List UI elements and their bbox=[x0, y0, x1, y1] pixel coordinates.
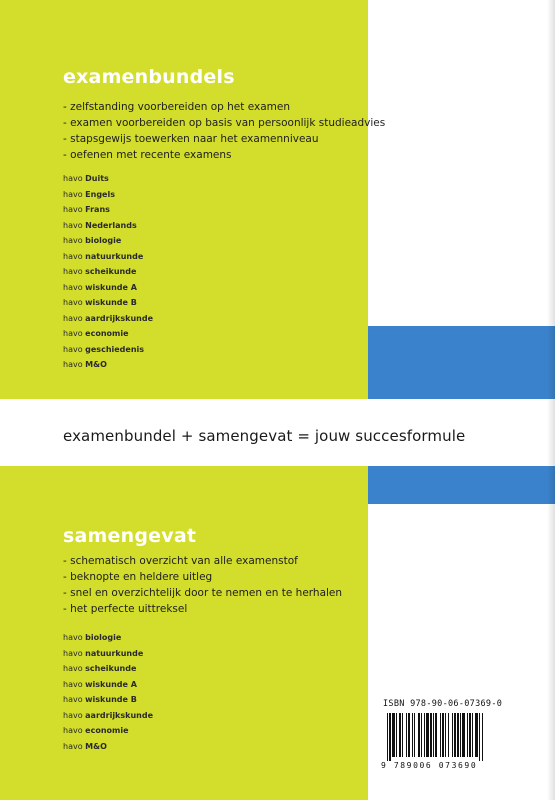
blue-band-top bbox=[368, 326, 555, 399]
bullet-item: - beknopte en heldere uitleg bbox=[63, 571, 213, 583]
subject-item bbox=[63, 187, 153, 203]
subject-name: natuurkunde bbox=[85, 648, 144, 658]
subject-item bbox=[63, 218, 153, 234]
bullet-item: - examen voorbereiden op basis van persoonlijk studieadvies bbox=[63, 117, 386, 129]
examenbundels-heading: examenbundels bbox=[63, 66, 235, 88]
isbn-label: ISBN 978-90-06-07369-0 bbox=[383, 699, 503, 709]
subject-name: M&O bbox=[85, 360, 107, 369]
subject-item bbox=[63, 311, 153, 327]
examenbundels-subject-list bbox=[63, 171, 153, 373]
subject-level: havo bbox=[63, 344, 83, 354]
subject-level: havo bbox=[63, 236, 83, 245]
subject-level: havo bbox=[63, 360, 83, 369]
subject-level: havo bbox=[63, 282, 83, 292]
subject-item bbox=[63, 357, 153, 373]
subject-level: havo bbox=[63, 174, 83, 183]
blue-band-bottom bbox=[368, 466, 555, 504]
success-formula-tagline: examenbundel + samengevat = jouw succesformule bbox=[63, 427, 466, 445]
bullet-item: - oefenen met recente examens bbox=[63, 149, 232, 161]
subject-item bbox=[63, 202, 153, 218]
bottom-green-panel bbox=[0, 466, 368, 800]
barcode-digits: 9 789006 073690 bbox=[381, 761, 478, 770]
samengevat-bullet-list bbox=[63, 553, 342, 617]
subject-item bbox=[63, 295, 153, 311]
subject-item bbox=[63, 646, 153, 662]
subject-name: Nederlands bbox=[85, 220, 137, 230]
samengevat-subject-list bbox=[63, 630, 153, 754]
subject-name: wiskunde A bbox=[85, 282, 137, 292]
barcode-icon bbox=[383, 713, 531, 761]
subject-name: M&O bbox=[85, 741, 107, 751]
subject-level: havo bbox=[63, 741, 83, 751]
subject-name: Engels bbox=[85, 189, 115, 199]
subject-level: havo bbox=[63, 329, 83, 338]
subject-item bbox=[63, 723, 153, 739]
subject-item bbox=[63, 249, 153, 265]
spine-shadow bbox=[547, 0, 555, 800]
subject-item bbox=[63, 326, 153, 342]
subject-level: havo bbox=[63, 679, 83, 689]
subject-name: wiskunde B bbox=[85, 298, 137, 307]
subject-item bbox=[63, 661, 153, 677]
subject-name: economie bbox=[85, 726, 129, 735]
subject-name: aardrijkskunde bbox=[85, 313, 153, 323]
subject-level: havo bbox=[63, 267, 83, 276]
barcode-block bbox=[377, 697, 537, 775]
subject-level: havo bbox=[63, 633, 83, 642]
subject-name: natuurkunde bbox=[85, 251, 144, 261]
bullet-item: - stapsgewijs toewerken naar het examenniveau bbox=[63, 133, 319, 145]
subject-item bbox=[63, 630, 153, 646]
subject-level: havo bbox=[63, 726, 83, 735]
subject-item bbox=[63, 264, 153, 280]
subject-name: Frans bbox=[85, 205, 110, 214]
subject-name: scheikunde bbox=[85, 267, 137, 276]
subject-name: Duits bbox=[85, 174, 109, 183]
subject-level: havo bbox=[63, 189, 83, 199]
subject-level: havo bbox=[63, 220, 83, 230]
subject-item bbox=[63, 692, 153, 708]
top-green-panel bbox=[0, 0, 368, 399]
subject-level: havo bbox=[63, 710, 83, 720]
subject-level: havo bbox=[63, 251, 83, 261]
subject-name: economie bbox=[85, 329, 129, 338]
bullet-item: - zelfstanding voorbereiden op het examen bbox=[63, 101, 290, 113]
bullet-item: - snel en overzichtelijk door te nemen en te herhalen bbox=[63, 587, 343, 599]
subject-name: scheikunde bbox=[85, 664, 137, 673]
subject-name: aardrijkskunde bbox=[85, 710, 153, 720]
subject-item bbox=[63, 171, 153, 187]
subject-level: havo bbox=[63, 313, 83, 323]
subject-level: havo bbox=[63, 664, 83, 673]
subject-item bbox=[63, 342, 153, 358]
subject-level: havo bbox=[63, 695, 83, 704]
subject-level: havo bbox=[63, 205, 83, 214]
subject-item bbox=[63, 677, 153, 693]
subject-level: havo bbox=[63, 298, 83, 307]
samengevat-heading: samengevat bbox=[63, 525, 197, 547]
subject-item bbox=[63, 233, 153, 249]
examenbundels-bullet-list bbox=[63, 99, 385, 163]
subject-item bbox=[63, 708, 153, 724]
subject-name: wiskunde B bbox=[85, 695, 137, 704]
subject-level: havo bbox=[63, 648, 83, 658]
bullet-item: - het perfecte uittreksel bbox=[63, 603, 188, 615]
subject-name: biologie bbox=[85, 236, 122, 245]
bullet-item: - schematisch overzicht van alle examenstof bbox=[63, 555, 298, 567]
subject-name: biologie bbox=[85, 633, 122, 642]
subject-item bbox=[63, 739, 153, 755]
subject-name: wiskunde A bbox=[85, 679, 137, 689]
subject-item bbox=[63, 280, 153, 296]
subject-name: geschiedenis bbox=[85, 344, 145, 354]
